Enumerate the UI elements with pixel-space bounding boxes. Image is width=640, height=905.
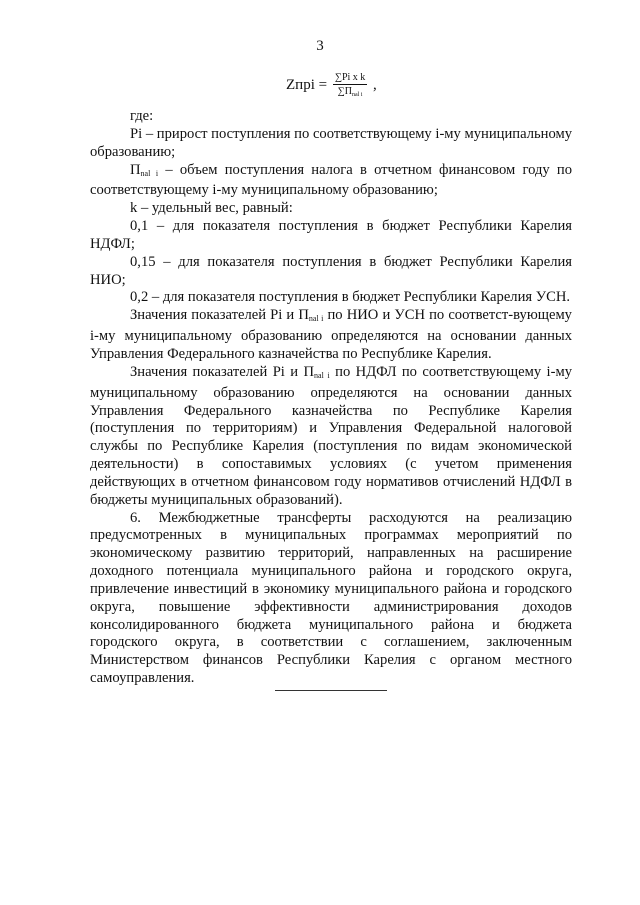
formula-denominator xyxy=(333,85,367,98)
paragraph-where: где: xyxy=(130,108,154,124)
formula-numerator: ∑Pi x k xyxy=(334,72,366,83)
pnal-subscript: nal i xyxy=(140,168,159,178)
formula-denominator-sub: nal i xyxy=(351,92,363,98)
paragraph-values-ndfl xyxy=(90,364,572,510)
paragraph-pi-definition: Pi – прирост поступления по соответствующему i-му муниципальному образованию; xyxy=(90,125,572,160)
formula-denominator-base: ∑П xyxy=(337,86,352,97)
formula-lhs: Zпрi = xyxy=(286,76,328,93)
end-divider xyxy=(275,690,387,691)
paragraph-values-nio-usn xyxy=(90,307,572,364)
formula xyxy=(286,72,377,98)
paragraph-pnal-definition xyxy=(90,162,572,201)
paragraph-weight-usn: 0,2 – для показателя поступления в бюджет Республики Карелия УСН. xyxy=(130,289,571,306)
page-number: 3 xyxy=(316,38,324,54)
document-body xyxy=(90,108,572,688)
pnal-symbol: П xyxy=(130,161,141,178)
values1-prefix: Значения показателей Pi и П xyxy=(130,307,309,324)
paragraph-weight-ndfl: 0,1 – для показателя поступления в бюджет Республики Карелия НДФЛ; xyxy=(90,218,572,252)
values2-prefix: Значения показателей Pi и П xyxy=(130,363,315,380)
formula-fraction xyxy=(333,72,367,98)
values2-subscript: nal i xyxy=(314,370,330,380)
formula-comma: , xyxy=(373,76,377,93)
values1-text: по НИО и УСН по соответст-вующему i-му муниципальному образованию определяются на основании данных Управления Федерального казначейства по Республике Карелия. xyxy=(90,307,572,362)
values2-text: по НДФЛ по соответствующему i-му муниципальному образованию определяются на основании данных Управления Федерального казначейства по Республике Карелия (поступления по территориям) и Управления Федеральной налоговой службы по Республике Карелия (поступления по видам экономической деятельности) в сопоставимых условиях (с учетом применения действующих в отчетном финансовом году нормативов отчислений НДФЛ в бюджеты муниципальных образований). xyxy=(90,363,573,508)
paragraph-k-definition: k – удельный вес, равный: xyxy=(130,200,293,217)
pnal-text: – объем поступления налога в отчетном финансовом году по соответствующему i-му муниципальному образованию; xyxy=(90,161,572,199)
paragraph-weight-nio: 0,15 – для показателя поступления в бюджет Республики Карелия НИО; xyxy=(90,253,572,288)
paragraph-item-6: 6. Межбюджетные трансферты расходуются на реализацию предусмотренных в муниципальных программах мероприятий по экономическому развитию территорий, направленных на расширение доходного потенциала муниципального района и городского округа, привлечение инвестиций в экономику муниципального района и городского округа, повышение эффективности администрирования доходов консолидированного бюджета муниципального района и бюджета городского округа, в соответствии с соглашением, заключенным Министерством финансов Республики Карелия с органом местного самоуправления. xyxy=(90,509,572,687)
values1-subscript: nal i xyxy=(308,314,324,324)
